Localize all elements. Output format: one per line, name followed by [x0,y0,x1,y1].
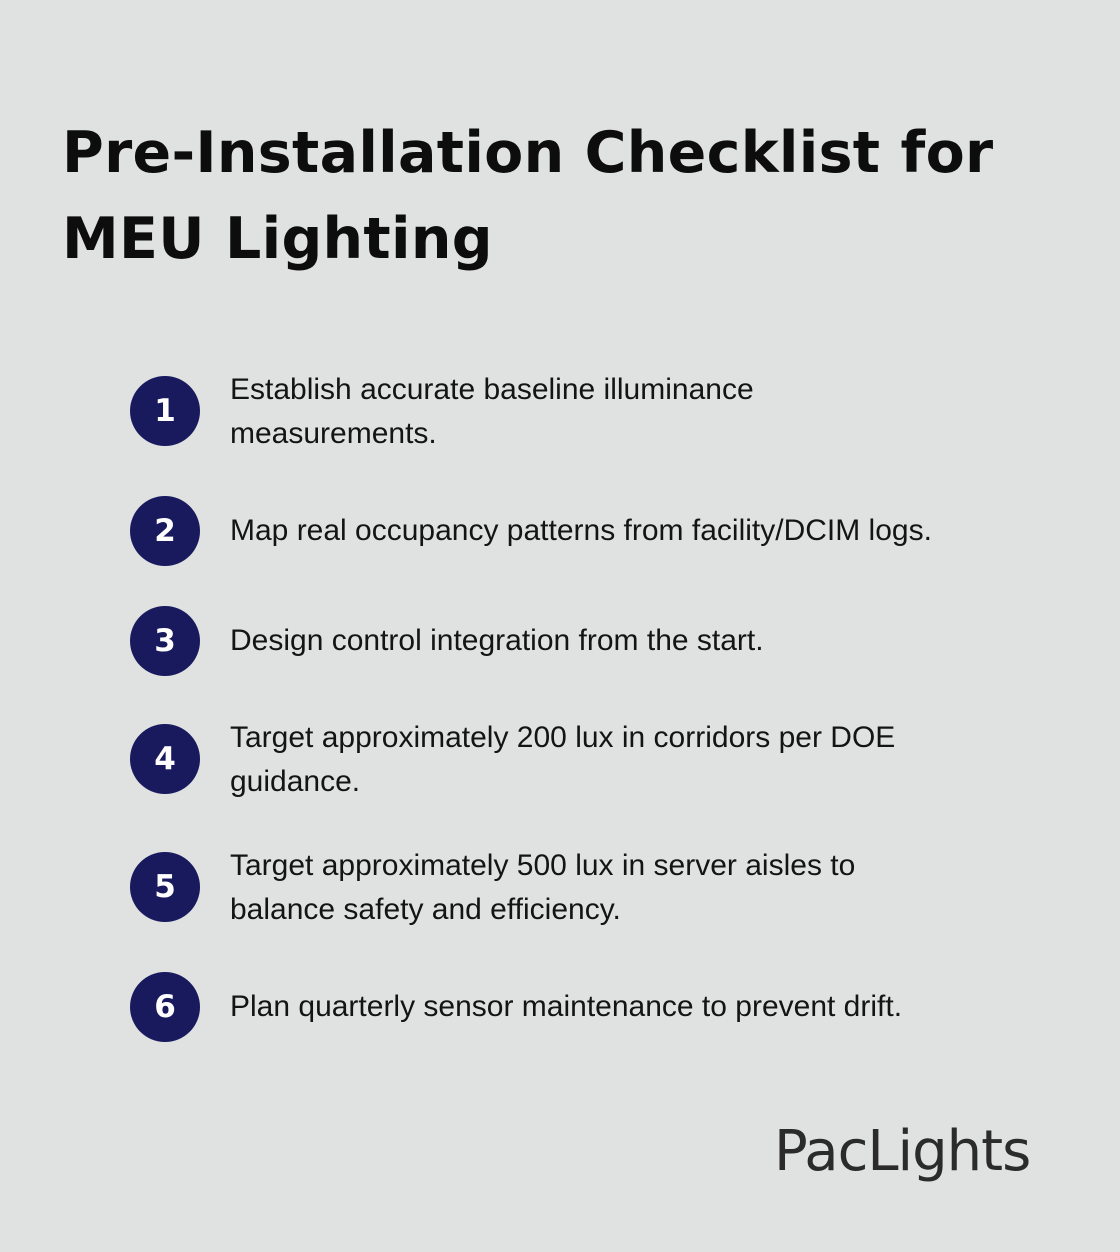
checklist-item-text [230,368,1030,456]
checklist-item-text [230,716,1030,804]
checklist-item-text-line: Target approximately 200 lux in corridors per DOE [230,721,896,754]
checklist-item-text-line: Establish accurate baseline illuminance [230,373,754,406]
checklist-item-text [230,844,1030,932]
page-title-line-1: Pre-Installation Checklist for [62,120,994,186]
step-number-badge: 4 [130,724,200,794]
checklist-item-text [230,985,1030,1029]
checklist-item-text-line: balance safety and efficiency. [230,893,621,926]
step-number-badge: 6 [130,972,200,1042]
page-title [62,110,1062,282]
paclights-logo: PacLights [774,1119,1031,1184]
step-number-badge: 1 [130,376,200,446]
step-number-badge: 2 [130,496,200,566]
checklist-item-text-line: Map real occupancy patterns from facility/DCIM logs. [230,514,932,547]
step-number-badge: 5 [130,852,200,922]
checklist-item-text-line: Target approximately 500 lux in server aisles to [230,849,856,882]
checklist-item-text-line: Design control integration from the start. [230,624,764,657]
checklist-item-text [230,509,1030,553]
checklist-item-text [230,619,1030,663]
checklist-item-text-line: Plan quarterly sensor maintenance to prevent drift. [230,990,903,1023]
step-number-badge: 3 [130,606,200,676]
checklist-item-text-line: guidance. [230,765,361,798]
checklist-item-text-line: measurements. [230,417,437,450]
page-title-line-2: MEU Lighting [62,206,493,272]
